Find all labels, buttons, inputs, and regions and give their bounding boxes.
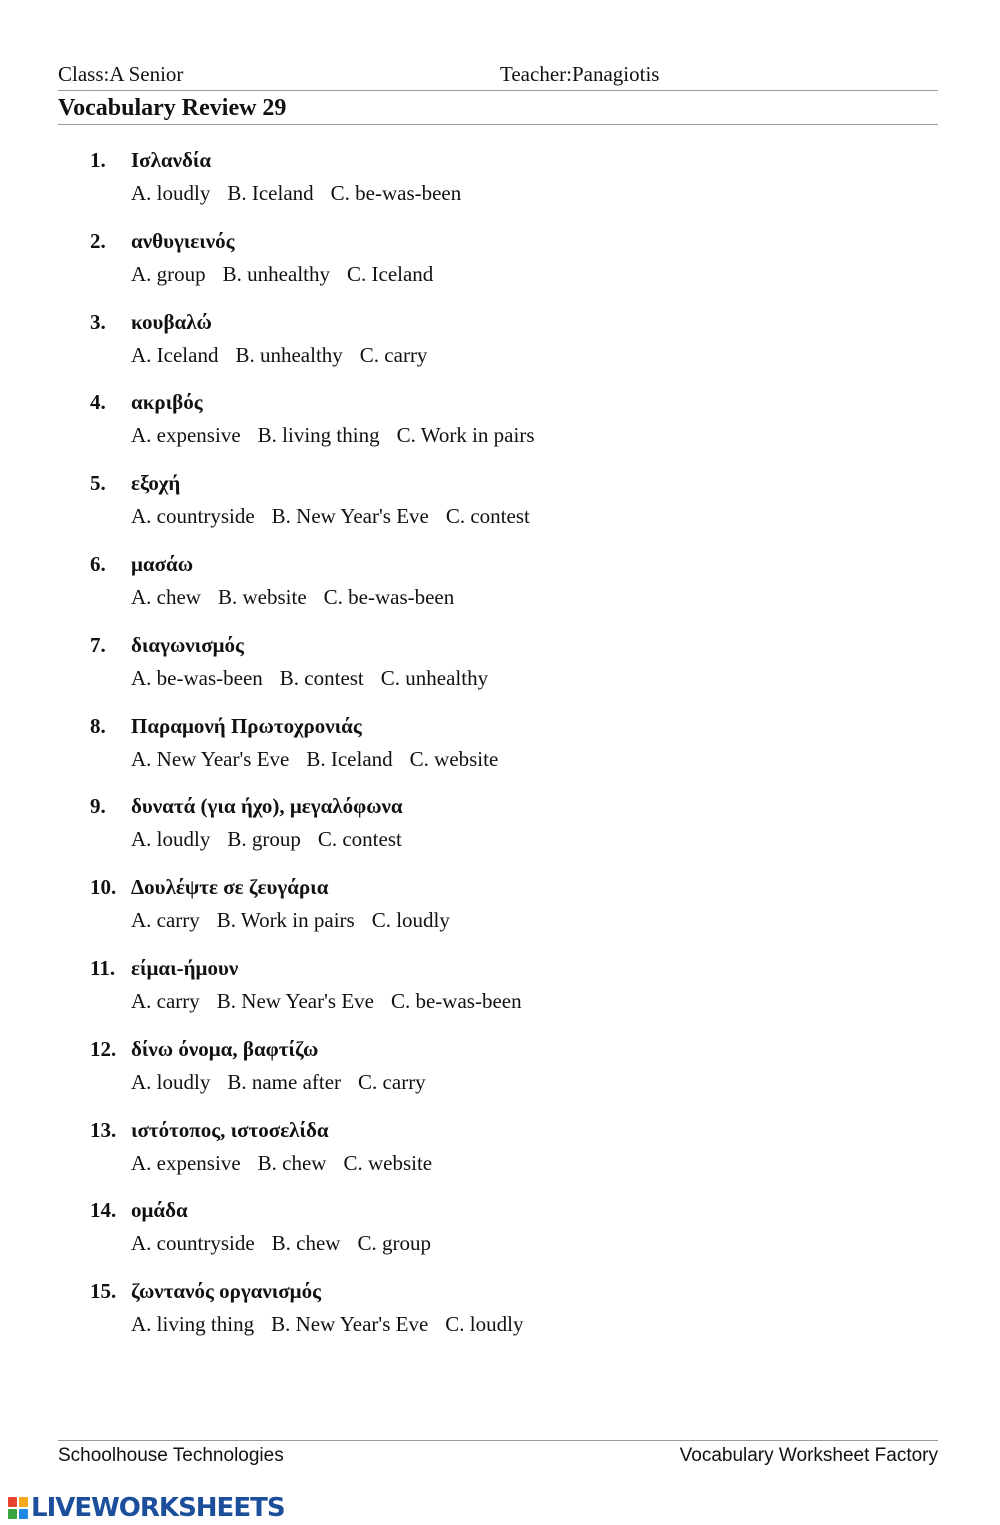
answer-option[interactable]: B. Work in pairs xyxy=(216,908,355,933)
answer-option[interactable]: C. Iceland xyxy=(347,261,434,286)
answer-option[interactable]: B. contest xyxy=(279,665,364,690)
question-number: 11. xyxy=(90,956,116,980)
answer-option[interactable]: A. loudly xyxy=(131,181,211,205)
answer-option[interactable]: C. website xyxy=(409,746,499,771)
answer-option[interactable]: C. carry xyxy=(358,1069,426,1094)
answer-option[interactable]: A. Iceland xyxy=(131,342,219,367)
answer-option[interactable]: B. chew xyxy=(257,1150,327,1175)
question-number: 3. xyxy=(90,309,106,334)
question-number: 12. xyxy=(90,1036,117,1061)
answer-options xyxy=(131,1231,448,1256)
answer-options xyxy=(131,989,539,1014)
answer-option[interactable]: C. contest xyxy=(445,504,530,529)
question-item xyxy=(0,633,1000,703)
answer-option[interactable]: C. carry xyxy=(359,342,428,367)
question-item xyxy=(0,471,1000,541)
question-term: διαγωνισμός xyxy=(131,632,244,657)
answer-option[interactable]: B. name after xyxy=(227,1069,342,1094)
answer-option[interactable]: B. website xyxy=(217,585,307,609)
liveworksheets-brand[interactable] xyxy=(8,1493,285,1523)
question-term: ζωντανός οργανισμός xyxy=(131,1279,321,1304)
question-number: 7. xyxy=(90,632,106,657)
answer-option[interactable]: A. living thing xyxy=(131,1312,255,1337)
question-number: 14. xyxy=(90,1198,117,1223)
answer-option[interactable]: A. loudly xyxy=(131,1069,211,1094)
question-number: 15. xyxy=(90,1279,117,1304)
question-term: ομάδα xyxy=(131,1198,188,1223)
answer-option[interactable]: C. website xyxy=(343,1150,433,1175)
answer-option[interactable]: B. New Year's Eve xyxy=(216,989,374,1013)
answer-option[interactable]: B. living thing xyxy=(257,423,380,448)
answer-option[interactable]: A. be-was-been xyxy=(131,665,263,690)
answer-options xyxy=(131,747,515,772)
answer-option[interactable]: C. Work in pairs xyxy=(396,423,535,448)
answer-option[interactable]: A. countryside xyxy=(131,504,255,529)
answer-options xyxy=(131,1151,449,1176)
question-number: 2. xyxy=(90,228,106,253)
answer-option[interactable]: A. loudly xyxy=(131,827,211,852)
question-number: 6. xyxy=(90,552,106,576)
question-number: 1. xyxy=(90,148,106,172)
question-term: ιστότοπος, ιστοσελίδα xyxy=(131,1117,329,1142)
question-term: μασάω xyxy=(131,552,194,576)
question-number: 8. xyxy=(90,713,106,738)
answer-option[interactable]: B. unhealthy xyxy=(235,342,343,367)
question-term: Παραμονή Πρωτοχρονιάς xyxy=(131,713,362,738)
answer-options xyxy=(131,1312,540,1337)
teacher-label: Teacher:Panagiotis xyxy=(500,62,660,86)
worksheet-title: Vocabulary Review 29 xyxy=(58,92,938,125)
answer-options xyxy=(131,666,505,691)
answer-options xyxy=(131,585,471,610)
answer-options xyxy=(131,343,444,368)
question-item xyxy=(0,714,1000,784)
answer-option[interactable]: B. chew xyxy=(271,1231,341,1256)
worksheet-header xyxy=(58,62,938,91)
question-item xyxy=(0,390,1000,460)
question-number: 4. xyxy=(90,390,106,415)
logo-square xyxy=(8,1509,17,1519)
question-term: ανθυγιεινός xyxy=(131,228,235,253)
answer-option[interactable]: C. be-was-been xyxy=(323,585,455,609)
answer-option[interactable]: B. New Year's Eve xyxy=(271,1312,429,1337)
answer-options xyxy=(131,908,467,933)
question-item xyxy=(0,1118,1000,1188)
answer-option[interactable]: C. contest xyxy=(317,827,402,852)
logo-square xyxy=(19,1509,28,1519)
answer-option[interactable]: B. Iceland xyxy=(227,181,314,205)
answer-option[interactable]: A. group xyxy=(131,261,206,286)
question-item xyxy=(0,552,1000,622)
answer-options xyxy=(131,262,450,287)
answer-option[interactable]: A. countryside xyxy=(131,1231,255,1256)
answer-option[interactable]: A. expensive xyxy=(131,1150,241,1175)
logo-square xyxy=(19,1497,28,1507)
answer-options xyxy=(131,1070,443,1095)
liveworksheets-logo-icon xyxy=(8,1497,28,1519)
answer-option[interactable]: C. unhealthy xyxy=(380,665,489,690)
answer-options xyxy=(131,504,547,529)
brand-text: LIVEWORKSHEETS xyxy=(31,1493,285,1523)
answer-option[interactable]: A. expensive xyxy=(131,423,241,448)
answer-option[interactable]: C. loudly xyxy=(445,1312,524,1337)
class-label: Class:A Senior xyxy=(58,62,184,86)
question-number: 9. xyxy=(90,794,106,819)
question-item xyxy=(0,1037,1000,1107)
answer-option[interactable]: A. carry xyxy=(131,989,200,1013)
question-term: εξοχή xyxy=(131,471,181,496)
answer-option[interactable]: B. Iceland xyxy=(306,746,393,771)
question-number: 10. xyxy=(90,875,117,900)
answer-options xyxy=(131,827,419,852)
answer-option[interactable]: B. group xyxy=(227,827,301,852)
question-item xyxy=(0,1279,1000,1349)
answer-option[interactable]: C. loudly xyxy=(371,908,450,933)
question-item xyxy=(0,148,1000,218)
question-number: 5. xyxy=(90,471,106,496)
answer-option[interactable]: A. New Year's Eve xyxy=(131,746,290,771)
question-term: ακριβός xyxy=(131,390,203,415)
question-term: Δουλέψτε σε ζευγάρια xyxy=(131,875,329,900)
answer-option[interactable]: C. be-was-been xyxy=(330,181,462,205)
logo-square xyxy=(8,1497,17,1507)
answer-option[interactable]: C. group xyxy=(357,1231,431,1256)
footer-right-text: Vocabulary Worksheet Factory xyxy=(679,1445,938,1466)
question-item xyxy=(0,310,1000,380)
question-term: κουβαλώ xyxy=(131,309,212,334)
question-item xyxy=(0,956,1000,1026)
page-footer xyxy=(58,1440,938,1471)
question-term: είμαι-ήμουν xyxy=(131,956,239,980)
answer-option[interactable]: A. carry xyxy=(131,908,200,933)
question-number: 13. xyxy=(90,1117,117,1142)
footer-left-text: Schoolhouse Technologies xyxy=(58,1445,284,1466)
question-item xyxy=(0,875,1000,945)
question-term: Ισλανδία xyxy=(131,148,212,172)
question-term: δυνατά (για ήχο), μεγαλόφωνα xyxy=(131,794,403,819)
answer-option[interactable]: C. be-was-been xyxy=(390,989,522,1013)
answer-option[interactable]: B. New Year's Eve xyxy=(271,504,429,529)
answer-option[interactable]: B. unhealthy xyxy=(222,261,330,286)
answer-options xyxy=(131,423,552,448)
answer-options xyxy=(131,181,478,206)
answer-option[interactable]: A. chew xyxy=(131,585,201,609)
question-term: δίνω όνομα, βαφτίζω xyxy=(131,1036,319,1061)
question-item xyxy=(0,1198,1000,1268)
question-item xyxy=(0,794,1000,864)
question-item xyxy=(0,229,1000,299)
